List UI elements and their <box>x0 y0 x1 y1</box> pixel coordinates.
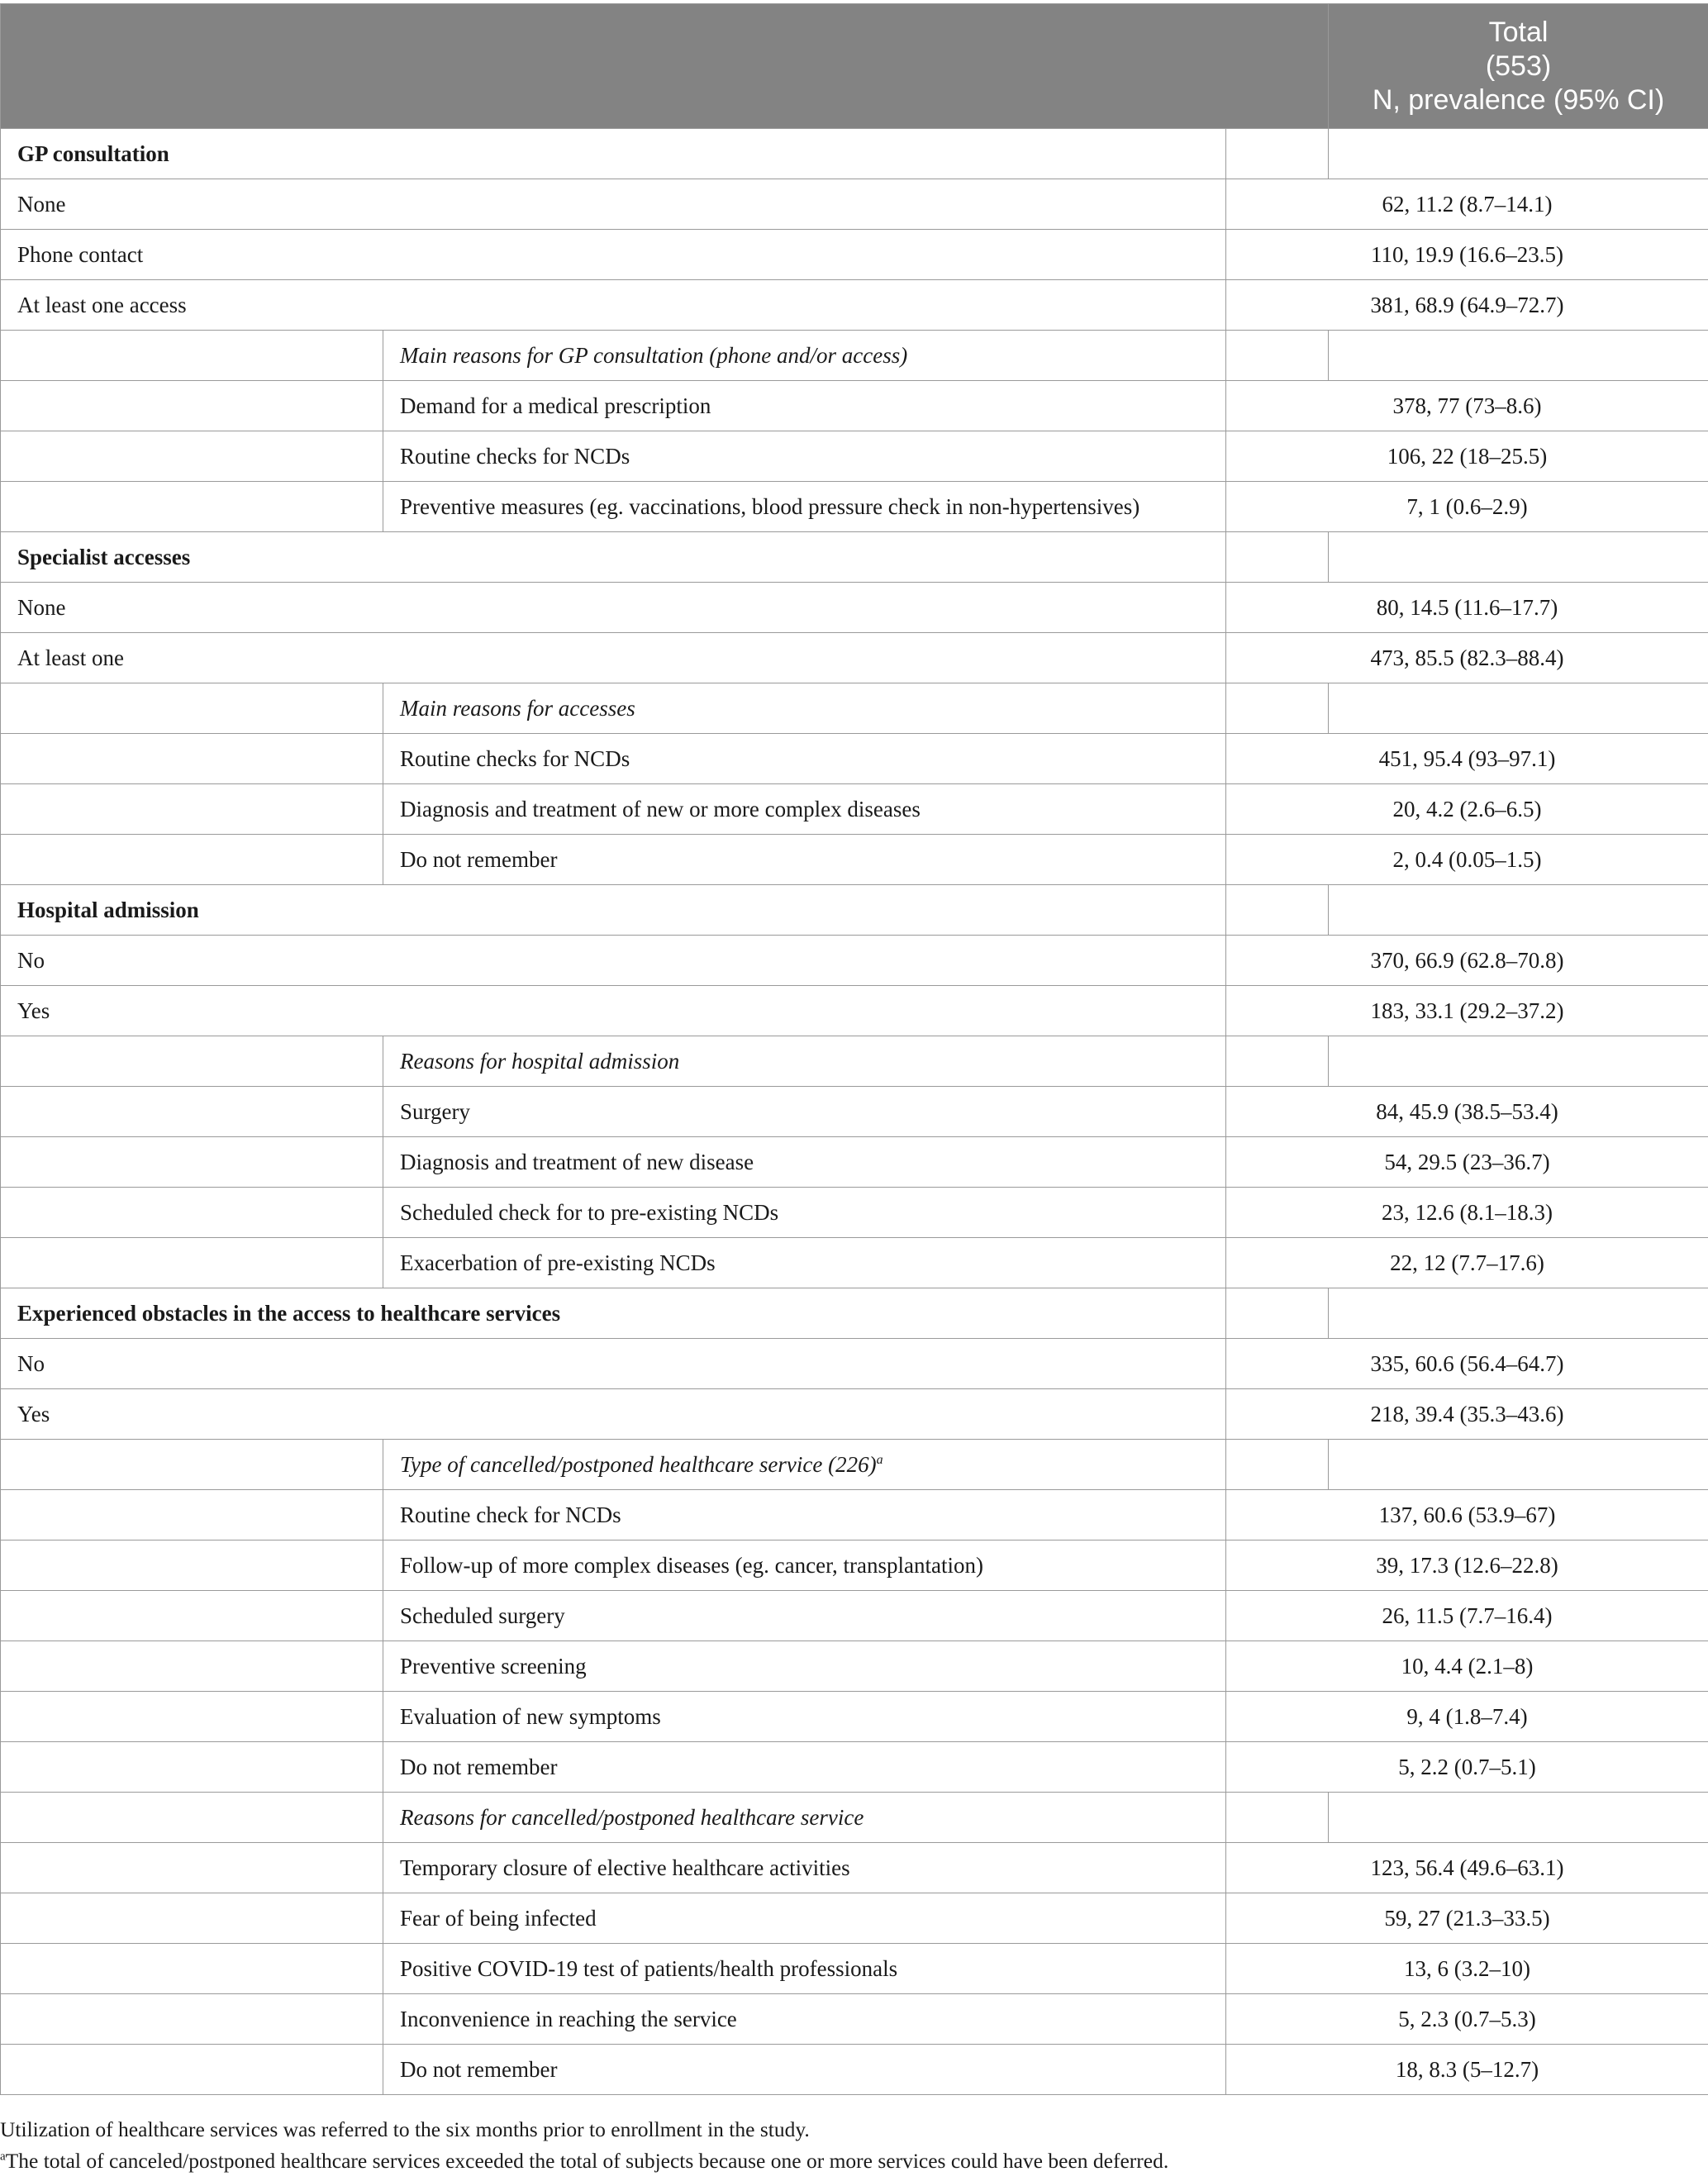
empty-cell <box>1329 331 1708 381</box>
sub-row-label: Diagnosis and treatment of new or more complex diseases <box>383 784 1226 835</box>
empty-cell <box>1 1036 383 1087</box>
table-footnotes <box>0 2114 1708 2177</box>
empty-cell <box>1329 683 1708 734</box>
row-value: 110, 19.9 (16.6–23.5) <box>1226 230 1708 280</box>
row-value: 183, 33.1 (29.2–37.2) <box>1226 986 1708 1036</box>
sub-row-value: 20, 4.2 (2.6–6.5) <box>1226 784 1708 835</box>
table-row-sub <box>1 1238 1708 1288</box>
empty-cell <box>1 1843 383 1893</box>
subsection-heading <box>383 683 1226 734</box>
sub-row-label: Inconvenience in reaching the service <box>383 1994 1226 2045</box>
empty-cell <box>1329 1440 1708 1490</box>
empty-cell <box>1 1742 383 1793</box>
table-row-sub <box>1 734 1708 784</box>
empty-cell <box>1 1137 383 1188</box>
table-row-item <box>1 1339 1708 1389</box>
row-value: 62, 11.2 (8.7–14.1) <box>1226 179 1708 230</box>
sub-row-label: Scheduled surgery <box>383 1591 1226 1641</box>
empty-cell <box>1226 1440 1329 1490</box>
table-row-subhead <box>1 1440 1708 1490</box>
sub-row-label: Demand for a medical prescription <box>383 381 1226 431</box>
sub-row-value: 123, 56.4 (49.6–63.1) <box>1226 1843 1708 1893</box>
subsection-heading <box>383 1036 1226 1087</box>
table-row-item <box>1 583 1708 633</box>
sub-row-label: Exacerbation of pre-existing NCDs <box>383 1238 1226 1288</box>
table-row-subhead <box>1 1793 1708 1843</box>
table-row-item <box>1 1389 1708 1440</box>
sub-row-value: 5, 2.2 (0.7–5.1) <box>1226 1742 1708 1793</box>
sub-row-label: Diagnosis and treatment of new disease <box>383 1137 1226 1188</box>
empty-cell <box>1 1641 383 1692</box>
table-header-row <box>1 4 1708 129</box>
empty-cell <box>1226 885 1329 936</box>
subsection-heading-text: Reasons for hospital admission <box>400 1048 680 1074</box>
empty-cell <box>1226 1036 1329 1087</box>
sub-row-value: 84, 45.9 (38.5–53.4) <box>1226 1087 1708 1137</box>
empty-cell <box>1 835 383 885</box>
sub-row-label: Do not remember <box>383 2045 1226 2095</box>
empty-cell <box>1 381 383 431</box>
table-row-sub <box>1 835 1708 885</box>
table-row-sub <box>1 1944 1708 1994</box>
row-label: None <box>1 583 1226 633</box>
empty-cell <box>1 1541 383 1591</box>
row-label: No <box>1 1339 1226 1389</box>
sub-row-label: Scheduled check for to pre-existing NCDs <box>383 1188 1226 1238</box>
sub-row-value: 5, 2.3 (0.7–5.3) <box>1226 1994 1708 2045</box>
table-row-item <box>1 936 1708 986</box>
row-value: 335, 60.6 (56.4–64.7) <box>1226 1339 1708 1389</box>
header-total-label: Total <box>1488 16 1549 48</box>
subsection-heading <box>383 1440 1226 1490</box>
subsection-heading-text: Type of cancelled/postponed healthcare service (226) <box>400 1451 877 1477</box>
empty-cell <box>1 734 383 784</box>
sub-row-value: 22, 12 (7.7–17.6) <box>1226 1238 1708 1288</box>
empty-cell <box>1 2045 383 2095</box>
table-row-sub <box>1 2045 1708 2095</box>
empty-cell <box>1 431 383 482</box>
subsection-heading <box>383 331 1226 381</box>
sub-row-value: 451, 95.4 (93–97.1) <box>1226 734 1708 784</box>
sub-row-value: 54, 29.5 (23–36.7) <box>1226 1137 1708 1188</box>
row-label: Yes <box>1 1389 1226 1440</box>
table-body <box>1 129 1708 2095</box>
empty-cell <box>1226 331 1329 381</box>
row-label: Phone contact <box>1 230 1226 280</box>
table-row-item <box>1 986 1708 1036</box>
row-label: Yes <box>1 986 1226 1036</box>
sub-row-value: 18, 8.3 (5–12.7) <box>1226 2045 1708 2095</box>
row-value: 370, 66.9 (62.8–70.8) <box>1226 936 1708 986</box>
row-value: 381, 68.9 (64.9–72.7) <box>1226 280 1708 331</box>
table-row-sub <box>1 482 1708 532</box>
table-row-sub <box>1 1137 1708 1188</box>
subsection-heading <box>383 1793 1226 1843</box>
empty-cell <box>1 683 383 734</box>
sub-row-value: 137, 60.6 (53.9–67) <box>1226 1490 1708 1541</box>
table-row-item <box>1 280 1708 331</box>
empty-cell <box>1 331 383 381</box>
empty-cell <box>1 1490 383 1541</box>
empty-cell <box>1 1188 383 1238</box>
table-row-subhead <box>1 683 1708 734</box>
empty-cell <box>1 1793 383 1843</box>
row-value: 473, 85.5 (82.3–88.4) <box>1226 633 1708 683</box>
empty-cell <box>1 1591 383 1641</box>
table-row-sub <box>1 784 1708 835</box>
empty-cell <box>1329 1793 1708 1843</box>
header-total-description: N, prevalence (95% CI) <box>1372 83 1665 116</box>
empty-cell <box>1329 129 1708 179</box>
sub-row-value: 39, 17.3 (12.6–22.8) <box>1226 1541 1708 1591</box>
subsection-heading-text: Main reasons for accesses <box>400 695 635 721</box>
row-label: None <box>1 179 1226 230</box>
table-row-sub <box>1 1692 1708 1742</box>
row-label: At least one access <box>1 280 1226 331</box>
empty-cell <box>1226 532 1329 583</box>
table-row-sub <box>1 1087 1708 1137</box>
sub-row-value: 2, 0.4 (0.05–1.5) <box>1226 835 1708 885</box>
empty-cell <box>1 1994 383 2045</box>
sub-row-label: Preventive screening <box>383 1641 1226 1692</box>
table-row-sub <box>1 381 1708 431</box>
row-value: 80, 14.5 (11.6–17.7) <box>1226 583 1708 633</box>
sub-row-label: Routine checks for NCDs <box>383 431 1226 482</box>
footnote-2 <box>0 2145 1708 2177</box>
empty-cell <box>1329 885 1708 936</box>
table-row-item <box>1 179 1708 230</box>
table-row-sub <box>1 1188 1708 1238</box>
table-row-section <box>1 885 1708 936</box>
empty-cell <box>1329 1036 1708 1087</box>
row-label: No <box>1 936 1226 986</box>
footnote-2-text: The total of canceled/postponed healthcare services exceeded the total of subjects because one or more services could have been deferred. <box>5 2149 1169 2173</box>
table-row-sub <box>1 1994 1708 2045</box>
empty-cell <box>1226 129 1329 179</box>
table-row-sub <box>1 431 1708 482</box>
table-row-section <box>1 129 1708 179</box>
sub-row-label: Do not remember <box>383 1742 1226 1793</box>
empty-cell <box>1 1893 383 1944</box>
sub-row-value: 106, 22 (18–25.5) <box>1226 431 1708 482</box>
section-heading: Experienced obstacles in the access to healthcare services <box>1 1288 1226 1339</box>
sub-row-label: Follow-up of more complex diseases (eg. cancer, transplantation) <box>383 1541 1226 1591</box>
table-row-subhead <box>1 1036 1708 1087</box>
empty-cell <box>1 1440 383 1490</box>
section-heading: GP consultation <box>1 129 1226 179</box>
empty-cell <box>1 1238 383 1288</box>
sub-row-label: Surgery <box>383 1087 1226 1137</box>
header-total-cell <box>1329 4 1708 129</box>
empty-cell <box>1 1692 383 1742</box>
sub-row-value: 13, 6 (3.2–10) <box>1226 1944 1708 1994</box>
table-row-sub <box>1 1843 1708 1893</box>
table-row-sub <box>1 1541 1708 1591</box>
sub-row-value: 59, 27 (21.3–33.5) <box>1226 1893 1708 1944</box>
empty-cell <box>1 482 383 532</box>
empty-cell <box>1329 532 1708 583</box>
row-value: 218, 39.4 (35.3–43.6) <box>1226 1389 1708 1440</box>
table-row-section <box>1 532 1708 583</box>
footnote-2-marker: a <box>0 2150 6 2164</box>
subsection-heading-text: Reasons for cancelled/postponed healthcare service <box>400 1804 864 1830</box>
empty-cell <box>1226 1793 1329 1843</box>
table-row-sub <box>1 1641 1708 1692</box>
table-row-sub <box>1 1490 1708 1541</box>
sub-row-label: Preventive measures (eg. vaccinations, blood pressure check in non-hypertensives) <box>383 482 1226 532</box>
empty-cell <box>1226 683 1329 734</box>
empty-cell <box>1329 1288 1708 1339</box>
empty-cell <box>1 1087 383 1137</box>
empty-cell <box>1 1944 383 1994</box>
sub-row-value: 9, 4 (1.8–7.4) <box>1226 1692 1708 1742</box>
sub-row-label: Temporary closure of elective healthcare activities <box>383 1843 1226 1893</box>
sub-row-label: Fear of being infected <box>383 1893 1226 1944</box>
row-label: At least one <box>1 633 1226 683</box>
sub-row-value: 378, 77 (73–8.6) <box>1226 381 1708 431</box>
table-row-item <box>1 633 1708 683</box>
empty-cell <box>1226 1288 1329 1339</box>
sub-row-value: 10, 4.4 (2.1–8) <box>1226 1641 1708 1692</box>
header-total-count: (553) <box>1485 50 1552 82</box>
table-row-item <box>1 230 1708 280</box>
healthcare-utilization-table <box>0 3 1708 2095</box>
sub-row-label: Do not remember <box>383 835 1226 885</box>
sub-row-value: 23, 12.6 (8.1–18.3) <box>1226 1188 1708 1238</box>
table-row-sub <box>1 1742 1708 1793</box>
subsection-heading-text: Main reasons for GP consultation (phone and/or access) <box>400 342 908 368</box>
footnote-marker: a <box>876 1452 883 1467</box>
sub-row-label: Evaluation of new symptoms <box>383 1692 1226 1742</box>
sub-row-label: Routine check for NCDs <box>383 1490 1226 1541</box>
sub-row-label: Positive COVID-19 test of patients/health professionals <box>383 1944 1226 1994</box>
table-row-section <box>1 1288 1708 1339</box>
header-empty-cell <box>1 4 1329 129</box>
sub-row-value: 26, 11.5 (7.7–16.4) <box>1226 1591 1708 1641</box>
section-heading: Hospital admission <box>1 885 1226 936</box>
section-heading: Specialist accesses <box>1 532 1226 583</box>
table-row-sub <box>1 1591 1708 1641</box>
sub-row-label: Routine checks for NCDs <box>383 734 1226 784</box>
sub-row-value: 7, 1 (0.6–2.9) <box>1226 482 1708 532</box>
empty-cell <box>1 784 383 835</box>
table-row-subhead <box>1 331 1708 381</box>
footnote-1: Utilization of healthcare services was referred to the six months prior to enrollment in the study. <box>0 2117 810 2141</box>
table-row-sub <box>1 1893 1708 1944</box>
